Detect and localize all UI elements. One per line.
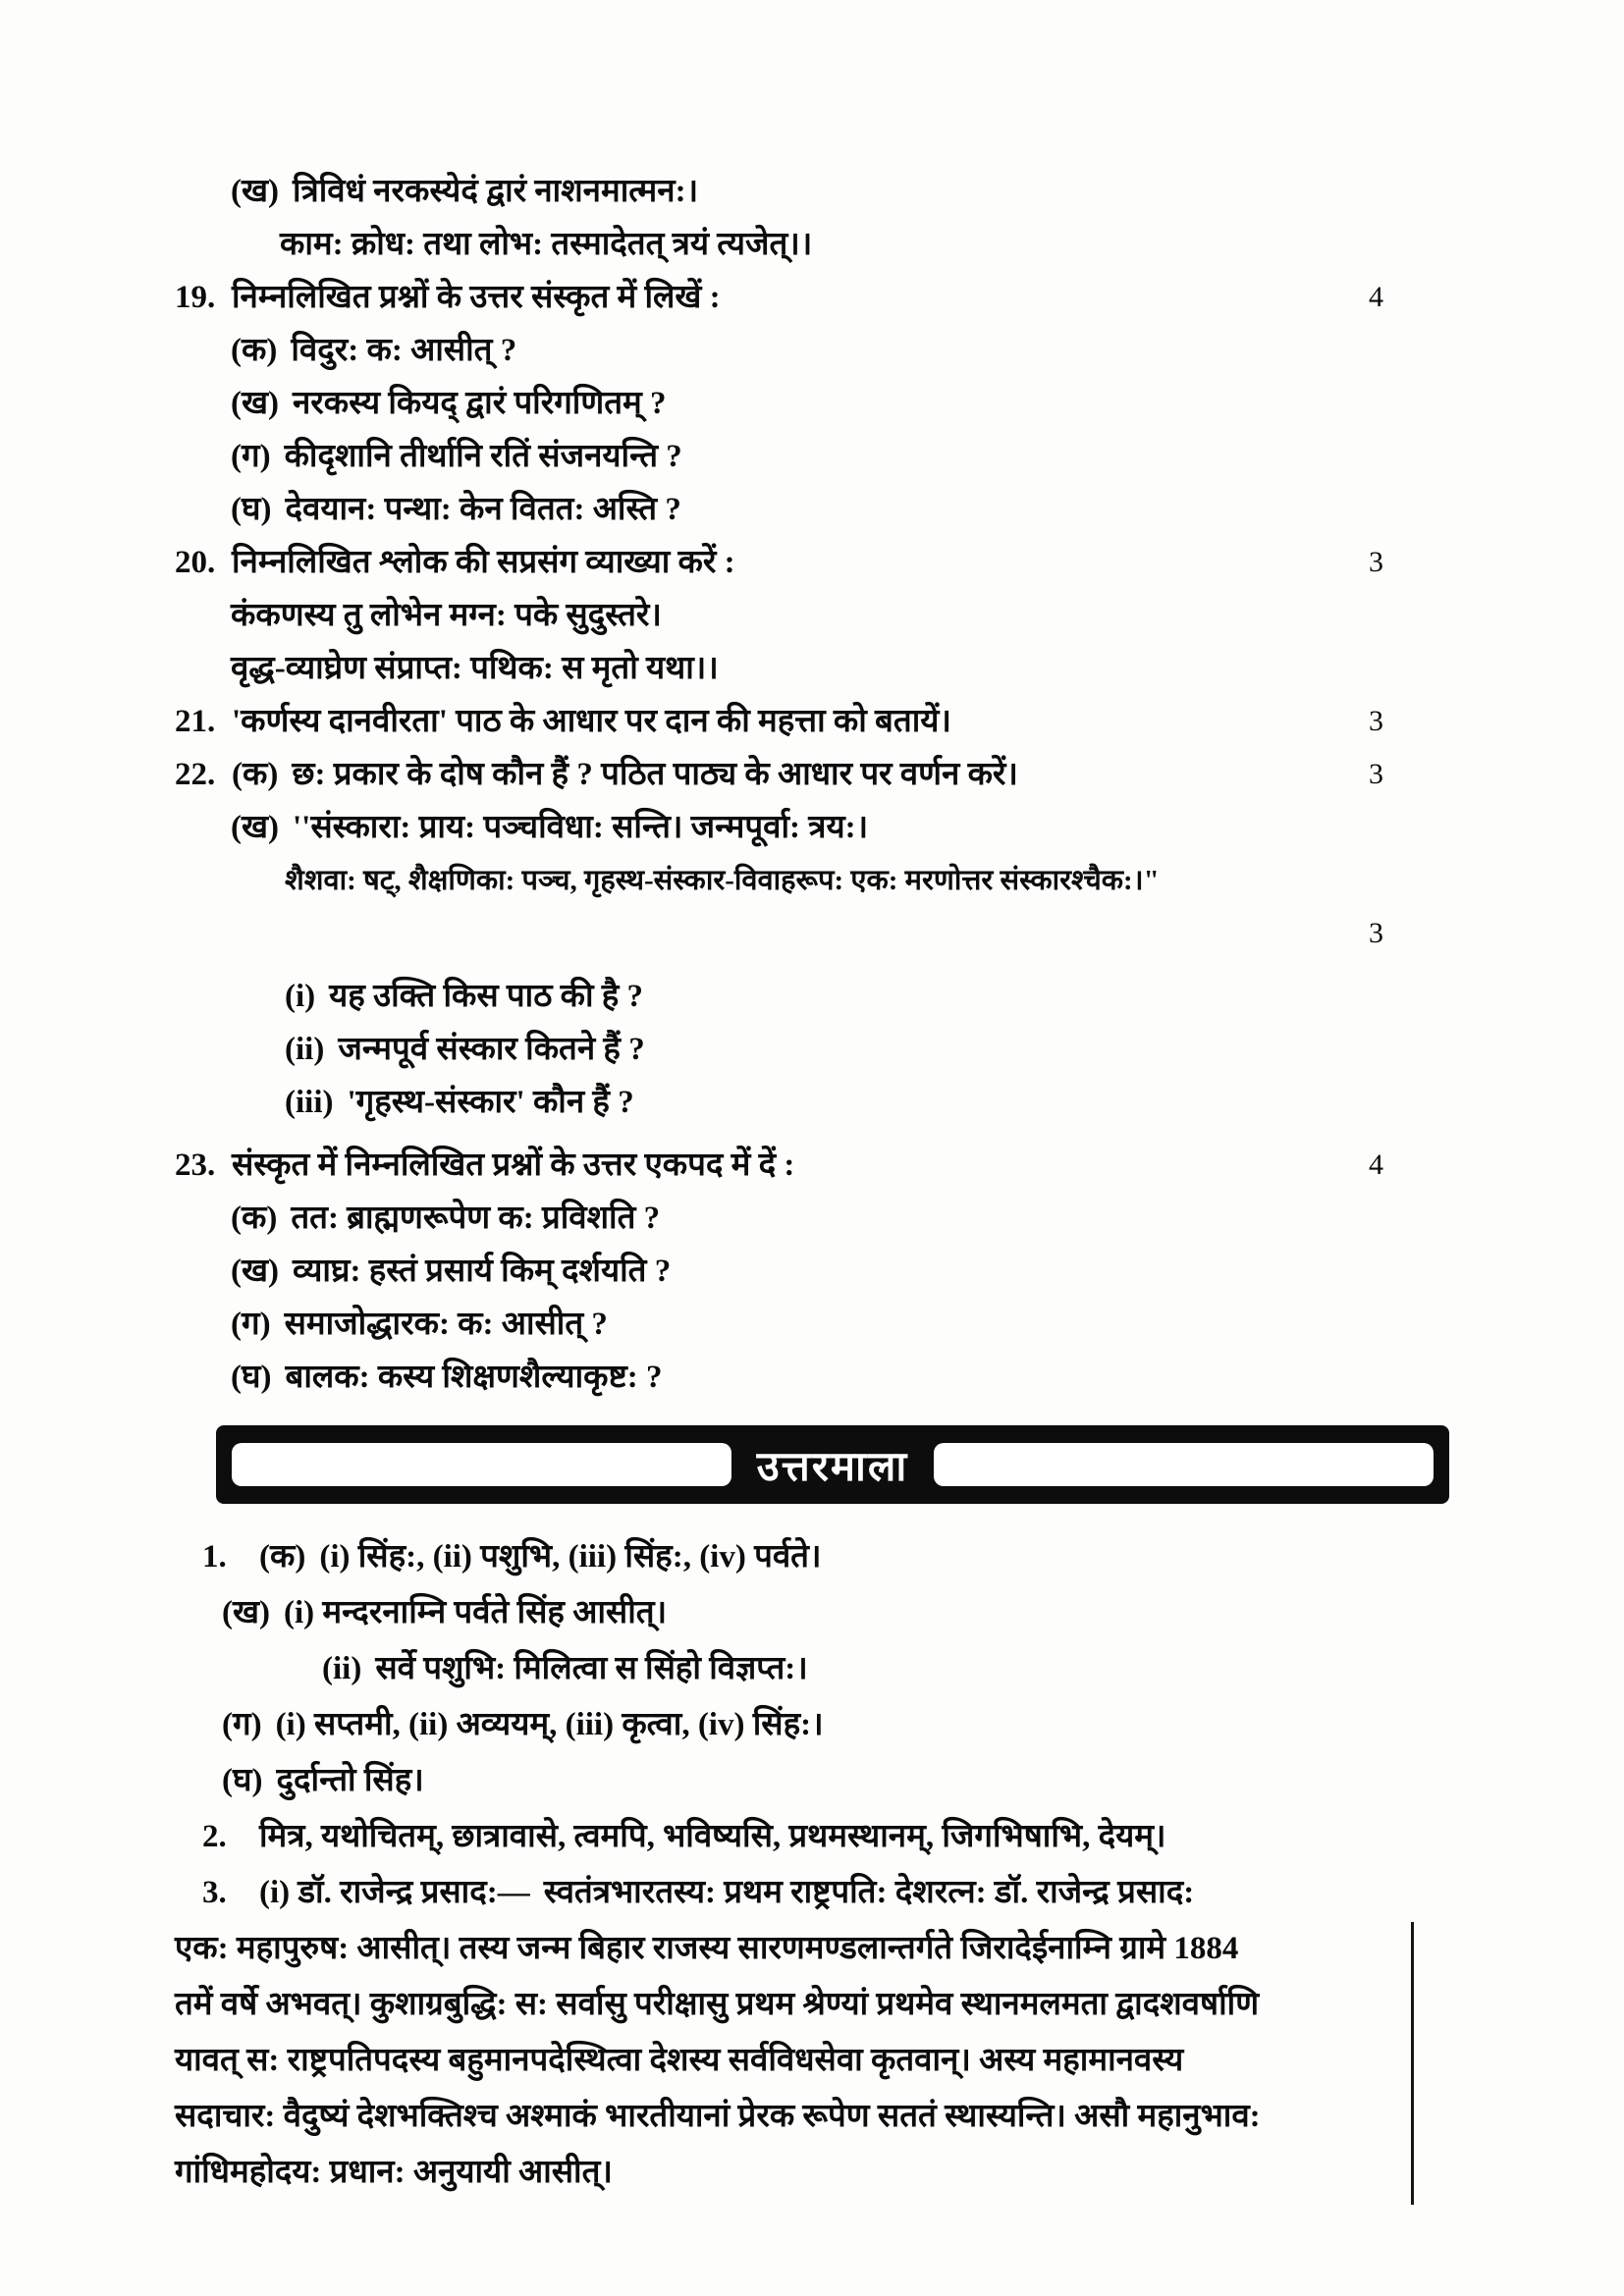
item-label: (ii) bbox=[285, 1032, 325, 1067]
marks-value: 4 bbox=[1369, 281, 1383, 313]
answer-3-para-line bbox=[175, 2089, 1477, 2145]
item-text: बालक: कस्य शिक्षणशैल्याकृष्ट: ? bbox=[285, 1360, 663, 1395]
item-label: (ग) bbox=[231, 439, 271, 474]
item-label: (ग) bbox=[231, 1307, 271, 1342]
question-19-item-gha bbox=[175, 483, 1477, 536]
question-23-item-ka bbox=[175, 1192, 1477, 1245]
item-text: व्याघ्र: हस्तं प्रसार्य किम् दर्शयति ? bbox=[292, 1254, 672, 1289]
question-number: 20. bbox=[175, 545, 216, 580]
quote-text: ''संस्कारा: प्राय: पञ्चविधा: सन्ति। जन्मपूर्वा: त्रय:। bbox=[292, 810, 869, 845]
item-text: समाजोद्धारक: क: आसीत् ? bbox=[284, 1307, 608, 1342]
question-text: निम्नलिखित श्लोक की सप्रसंग व्याख्या करें : bbox=[232, 545, 735, 580]
question-19-item-ka bbox=[175, 324, 1477, 377]
answer-text: मित्र, यथोचितम्, छात्रावासे, त्वमपि, भविष्यसि, प्रथमस्थानम्, जिगभिषाभि, देयम्। bbox=[259, 1819, 1166, 1854]
question-20 bbox=[175, 536, 1477, 589]
question-22-part-b-line1 bbox=[175, 801, 1477, 854]
question-23-item-ga bbox=[175, 1298, 1477, 1351]
item-label: (क) bbox=[231, 1201, 278, 1236]
banner-right-pill bbox=[934, 1443, 1434, 1486]
answer-text: दुर्दान्तो सिंह। bbox=[276, 1763, 424, 1798]
item-text: कीदृशानि तीर्थानि रतिं संजनयन्ति ? bbox=[284, 439, 682, 474]
answer-1-line-ga bbox=[175, 1697, 1477, 1753]
answer-text: (i) सप्तमी, (ii) अव्ययम्, (iii) कृत्वा, (iv) सिंह:। bbox=[275, 1707, 824, 1742]
verse-text: कंकणस्य तु लोभेन मग्न: पके सुदुस्तरे। bbox=[231, 598, 662, 633]
answer-1-line-kha-ii bbox=[175, 1641, 1477, 1697]
marks-value: 3 bbox=[1369, 917, 1383, 949]
answer-3-para-line bbox=[175, 2145, 1477, 2201]
verse-text: त्रिविधं नरकस्येदं द्वारं नाशनमात्मन:। bbox=[292, 174, 699, 209]
answer-key-title: उत्तरमाला bbox=[756, 1444, 909, 1490]
quote-text: शैशवा: षट्, शैक्षणिका: पञ्च, गृहस्थ-संस्कार-विवाहरूप: एक: मरणोत्तर संस्कारश्चैक:।" bbox=[285, 865, 1160, 896]
item-text: नरकस्य कियद् द्वारं परिगणितम् ? bbox=[292, 386, 667, 421]
question-20-verse1 bbox=[175, 589, 1477, 642]
item-label: (ख) bbox=[231, 810, 279, 845]
answer-1-line-ka bbox=[175, 1529, 1477, 1585]
item-label: (घ) bbox=[222, 1763, 263, 1798]
answer-text: (i) सिंह:, (ii) पशुभि, (iii) सिंह:, (iv) पर्वते। bbox=[319, 1539, 822, 1575]
answer-text: एक: महापुरुष: आसीत्। तस्य जन्म बिहार राजस्य सारणमण्डलान्तर्गते जिरादेईनाम्नि ग्रामे 1884 bbox=[175, 1931, 1239, 1966]
item-text: तत: ब्राह्मणरूपेण क: प्रविशति ? bbox=[291, 1201, 661, 1236]
marks-value: 3 bbox=[1369, 546, 1383, 578]
marks-value: 3 bbox=[1369, 758, 1383, 790]
item-label: (क) bbox=[259, 1539, 306, 1575]
answer-3-para-line bbox=[175, 2033, 1477, 2089]
question-number: 22. bbox=[175, 757, 216, 792]
answer-number: 3. bbox=[202, 1875, 227, 1910]
item-label: (i) bbox=[285, 979, 316, 1014]
answer-1-line-gha bbox=[175, 1753, 1477, 1809]
question-text: निम्नलिखित प्रश्नों के उत्तर संस्कृत में लिखें : bbox=[232, 280, 721, 315]
question-19 bbox=[175, 271, 1477, 324]
question-text: 'कर्णस्य दानवीरता' पाठ के आधार पर दान की महत्ता को बतायें। bbox=[232, 704, 951, 739]
answer-intro: (i) डॉ. राजेन्द्र प्रसाद:— bbox=[259, 1875, 530, 1910]
item-text: विदुर: क: आसीत् ? bbox=[291, 333, 517, 368]
question-23-item-kha bbox=[175, 1245, 1477, 1298]
item-text: यह उक्ति किस पाठ की है ? bbox=[329, 979, 644, 1014]
question-text: छ: प्रकार के दोष कौन हैं ? पठित पाठ्य के आधार पर वर्णन करें। bbox=[292, 757, 1018, 792]
item-label: (ख) bbox=[231, 386, 279, 421]
answer-3-para-line bbox=[175, 1921, 1477, 1977]
answer-key-banner bbox=[216, 1425, 1449, 1504]
verse-kha-line2 bbox=[175, 218, 1477, 271]
item-label: (क) bbox=[231, 333, 278, 368]
answer-text: सदाचार: वैदुष्यं देशभक्तिश्च अश्माकं भारतीयानां प्रेरक रूपेण सततं स्थास्यन्ति। असौ महानुभाव: bbox=[175, 2099, 1261, 2134]
item-text: देवयान: पन्था: केन वितत: अस्ति ? bbox=[285, 492, 681, 527]
item-label: (ख) bbox=[222, 1595, 270, 1630]
answer-3-para-line bbox=[175, 1977, 1477, 2033]
question-19-item-ga bbox=[175, 430, 1477, 483]
item-label: (घ) bbox=[231, 492, 272, 527]
answer-text: (i) मन्दरनाम्नि पर्वते सिंह आसीत्। bbox=[283, 1595, 668, 1630]
question-19-item-kha bbox=[175, 377, 1477, 430]
marks-value: 4 bbox=[1369, 1148, 1383, 1181]
question-22-part-b-marks-row bbox=[175, 907, 1477, 960]
answer-2 bbox=[175, 1809, 1477, 1865]
verse-kha-line1 bbox=[175, 165, 1477, 218]
item-label: (ख) bbox=[231, 174, 279, 209]
banner-left-pill bbox=[232, 1443, 731, 1486]
page-content bbox=[175, 0, 1477, 2201]
item-label: (ग) bbox=[222, 1707, 262, 1742]
question-22-sub-ii bbox=[175, 1023, 1477, 1076]
answer-text: यावत् स: राष्ट्रपतिपदस्य बहुमानपदेस्थित्वा देशस्य सर्वविधसेवा कृतवान्। अस्य महामानवस्य bbox=[175, 2043, 1184, 2078]
item-label: (ख) bbox=[231, 1254, 279, 1289]
item-label: (घ) bbox=[231, 1360, 272, 1395]
item-label: (क) bbox=[232, 757, 279, 792]
question-20-verse2 bbox=[175, 642, 1477, 695]
answer-number: 2. bbox=[202, 1819, 227, 1854]
question-22-sub-i bbox=[175, 970, 1477, 1023]
answer-text: सर्वे पशुभि: मिलित्वा स सिंहो विज्ञप्त:। bbox=[375, 1651, 808, 1686]
item-label: (ii) bbox=[322, 1651, 362, 1686]
answer-text: गांधिमहोदय: प्रधान: अनुयायी आसीत्। bbox=[175, 2155, 613, 2190]
question-22-part-b-line2 bbox=[175, 854, 1477, 907]
item-text: जन्मपूर्व संस्कार कितने हैं ? bbox=[338, 1032, 645, 1067]
item-label: (iii) bbox=[285, 1085, 334, 1120]
verse-text: काम: क्रोध: तथा लोभ: तस्मादेतत् त्रयं त्यजेत्।। bbox=[280, 227, 813, 262]
item-text: 'गृहस्थ-संस्कार' कौन हैं ? bbox=[347, 1085, 634, 1120]
question-23 bbox=[175, 1139, 1477, 1192]
verse-text: वृद्ध-व्याघ्रेण संप्राप्त: पथिक: स मृतो यथा।। bbox=[231, 651, 719, 686]
question-number: 19. bbox=[175, 280, 216, 315]
answer-number: 1. bbox=[202, 1539, 227, 1575]
question-21 bbox=[175, 695, 1477, 748]
answer-1-line-kha bbox=[175, 1585, 1477, 1641]
answer-text: तमें वर्षे अभवत्। कुशाग्रबुद्धि: स: सर्वासु परीक्षासु प्रथम श्रेण्यां प्रथमेव स्थानमलमता द्वादशवर्षाणि bbox=[175, 1987, 1260, 2022]
answer-text: स्वतंत्रभारतस्य: प्रथम राष्ट्रपति: देशरत्न: डॉ. राजेन्द्र प्रसाद: bbox=[543, 1875, 1195, 1910]
answer-3-intro bbox=[175, 1865, 1477, 1921]
question-text: संस्कृत में निम्नलिखित प्रश्नों के उत्तर एकपद में दें : bbox=[232, 1148, 795, 1183]
question-22-part-a bbox=[175, 748, 1477, 801]
question-number: 23. bbox=[175, 1148, 216, 1183]
scan-artifact-line bbox=[1411, 1922, 1414, 2205]
question-number: 21. bbox=[175, 704, 216, 739]
answers-section bbox=[175, 1529, 1477, 2201]
question-22-sub-iii bbox=[175, 1076, 1477, 1129]
marks-value: 3 bbox=[1369, 705, 1383, 737]
question-23-item-gha bbox=[175, 1351, 1477, 1404]
